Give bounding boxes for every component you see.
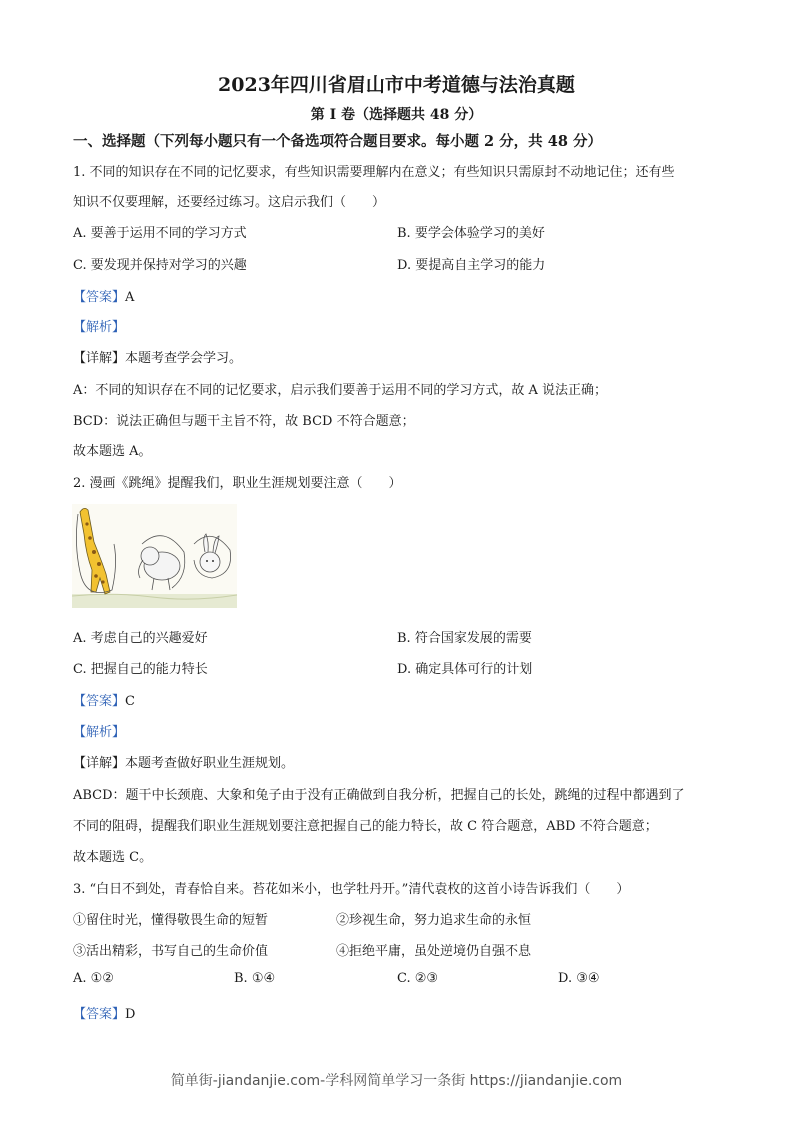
detail-text: 本题考查学会学习。 [125,351,243,366]
q1-stem-line2: 知识不仅要理解，还要经过练习。这启示我们（ ） [73,195,386,210]
q3-option-c: C. ②③ [397,971,439,986]
detail-tag: 【详解】 [73,351,126,366]
section-heading: 一、选择题（下列每小题只有一个备选项符合题目要求。每小题 2 分，共 48 分） [73,133,602,150]
q1-option-d: D. 要提高自主学习的能力 [397,258,546,273]
volume-subtitle: 第 I 卷（选择题共 48 分） [310,107,483,123]
q2-stem: 2. 漫画《跳绳》提醒我们，职业生涯规划要注意（ ） [73,476,402,491]
answer-value: A [125,290,135,305]
q1-detail [73,347,242,366]
q2-option-b: B. 符合国家发展的需要 [397,631,532,646]
q2-option-c: C. 把握自己的能力特长 [73,662,208,677]
q1-analysis-tag: 【解析】 [73,320,126,335]
q2-explanation-1: ABCD：题干中长颈鹿、大象和兔子由于没有正确做到自我分析，把握自己的长处，跳绳的过程中都遇到了 [73,788,685,803]
q1-option-a: A. 要善于运用不同的学习方式 [73,226,247,241]
page-title: 2023年四川省眉山市中考道德与法治真题 [218,74,575,96]
answer-tag: 【答案】 [73,1007,126,1022]
answer-value: C [125,694,135,709]
q2-option-a: A. 考虑自己的兴趣爱好 [73,631,208,646]
q1-answer [73,286,134,305]
answer-value: D [125,1007,136,1022]
detail-tag: 【详解】 [73,756,126,771]
detail-text: 本题考查做好职业生涯规划。 [125,756,295,771]
jump-rope-cartoon [72,504,237,608]
q2-detail [73,752,294,771]
q3-item-3: ③活出精彩，书写自己的生命价值 [73,944,269,959]
q2-explanation-3: 故本题选 C。 [73,850,153,865]
q3-item-1: ①留住时光，懂得敬畏生命的短暂 [73,913,269,928]
q1-option-c: C. 要发现并保持对学习的兴趣 [73,258,247,273]
q1-explanation-1: A：不同的知识存在不同的记忆要求，启示我们要善于运用不同的学习方式，故 A 说法正确； [73,383,608,398]
q1-explanation-2: BCD：说法正确但与题干主旨不符，故 BCD 不符合题意； [73,414,415,429]
q3-option-b: B. ①④ [234,971,276,986]
q2-analysis-tag: 【解析】 [73,725,126,740]
q3-item-4: ④拒绝平庸，虽处逆境仍自强不息 [336,944,532,959]
q3-answer [73,1003,135,1022]
q3-stem: 3. “白日不到处，青春恰自来。苔花如米小，也学牡丹开。”清代袁枚的这首小诗告诉我们（ ） [73,882,630,897]
q3-item-2: ②珍视生命，努力追求生命的永恒 [336,913,532,928]
q3-option-a: A. ①② [73,971,114,986]
answer-tag: 【答案】 [73,290,126,305]
q2-explanation-2: 不同的阻碍，提醒我们职业生涯规划要注意把握自己的能力特长，故 C 符合题意，ABD 不符合题意； [73,819,658,834]
q2-answer [73,690,135,709]
q3-option-d: D. ③④ [558,971,600,986]
answer-tag: 【答案】 [73,694,126,709]
q1-option-b: B. 要学会体验学习的美好 [397,226,545,241]
page-footer: 简单街-jiandanjie.com-学科网简单学习一条街 https://jiandanjie.com [170,1073,623,1089]
q1-stem-line1: 1. 不同的知识存在不同的记忆要求，有些知识需要理解内在意义；有些知识只需原封不动地记住；还有些 [73,165,675,180]
q1-explanation-3: 故本题选 A。 [73,444,152,459]
q2-option-d: D. 确定具体可行的计划 [397,662,533,677]
